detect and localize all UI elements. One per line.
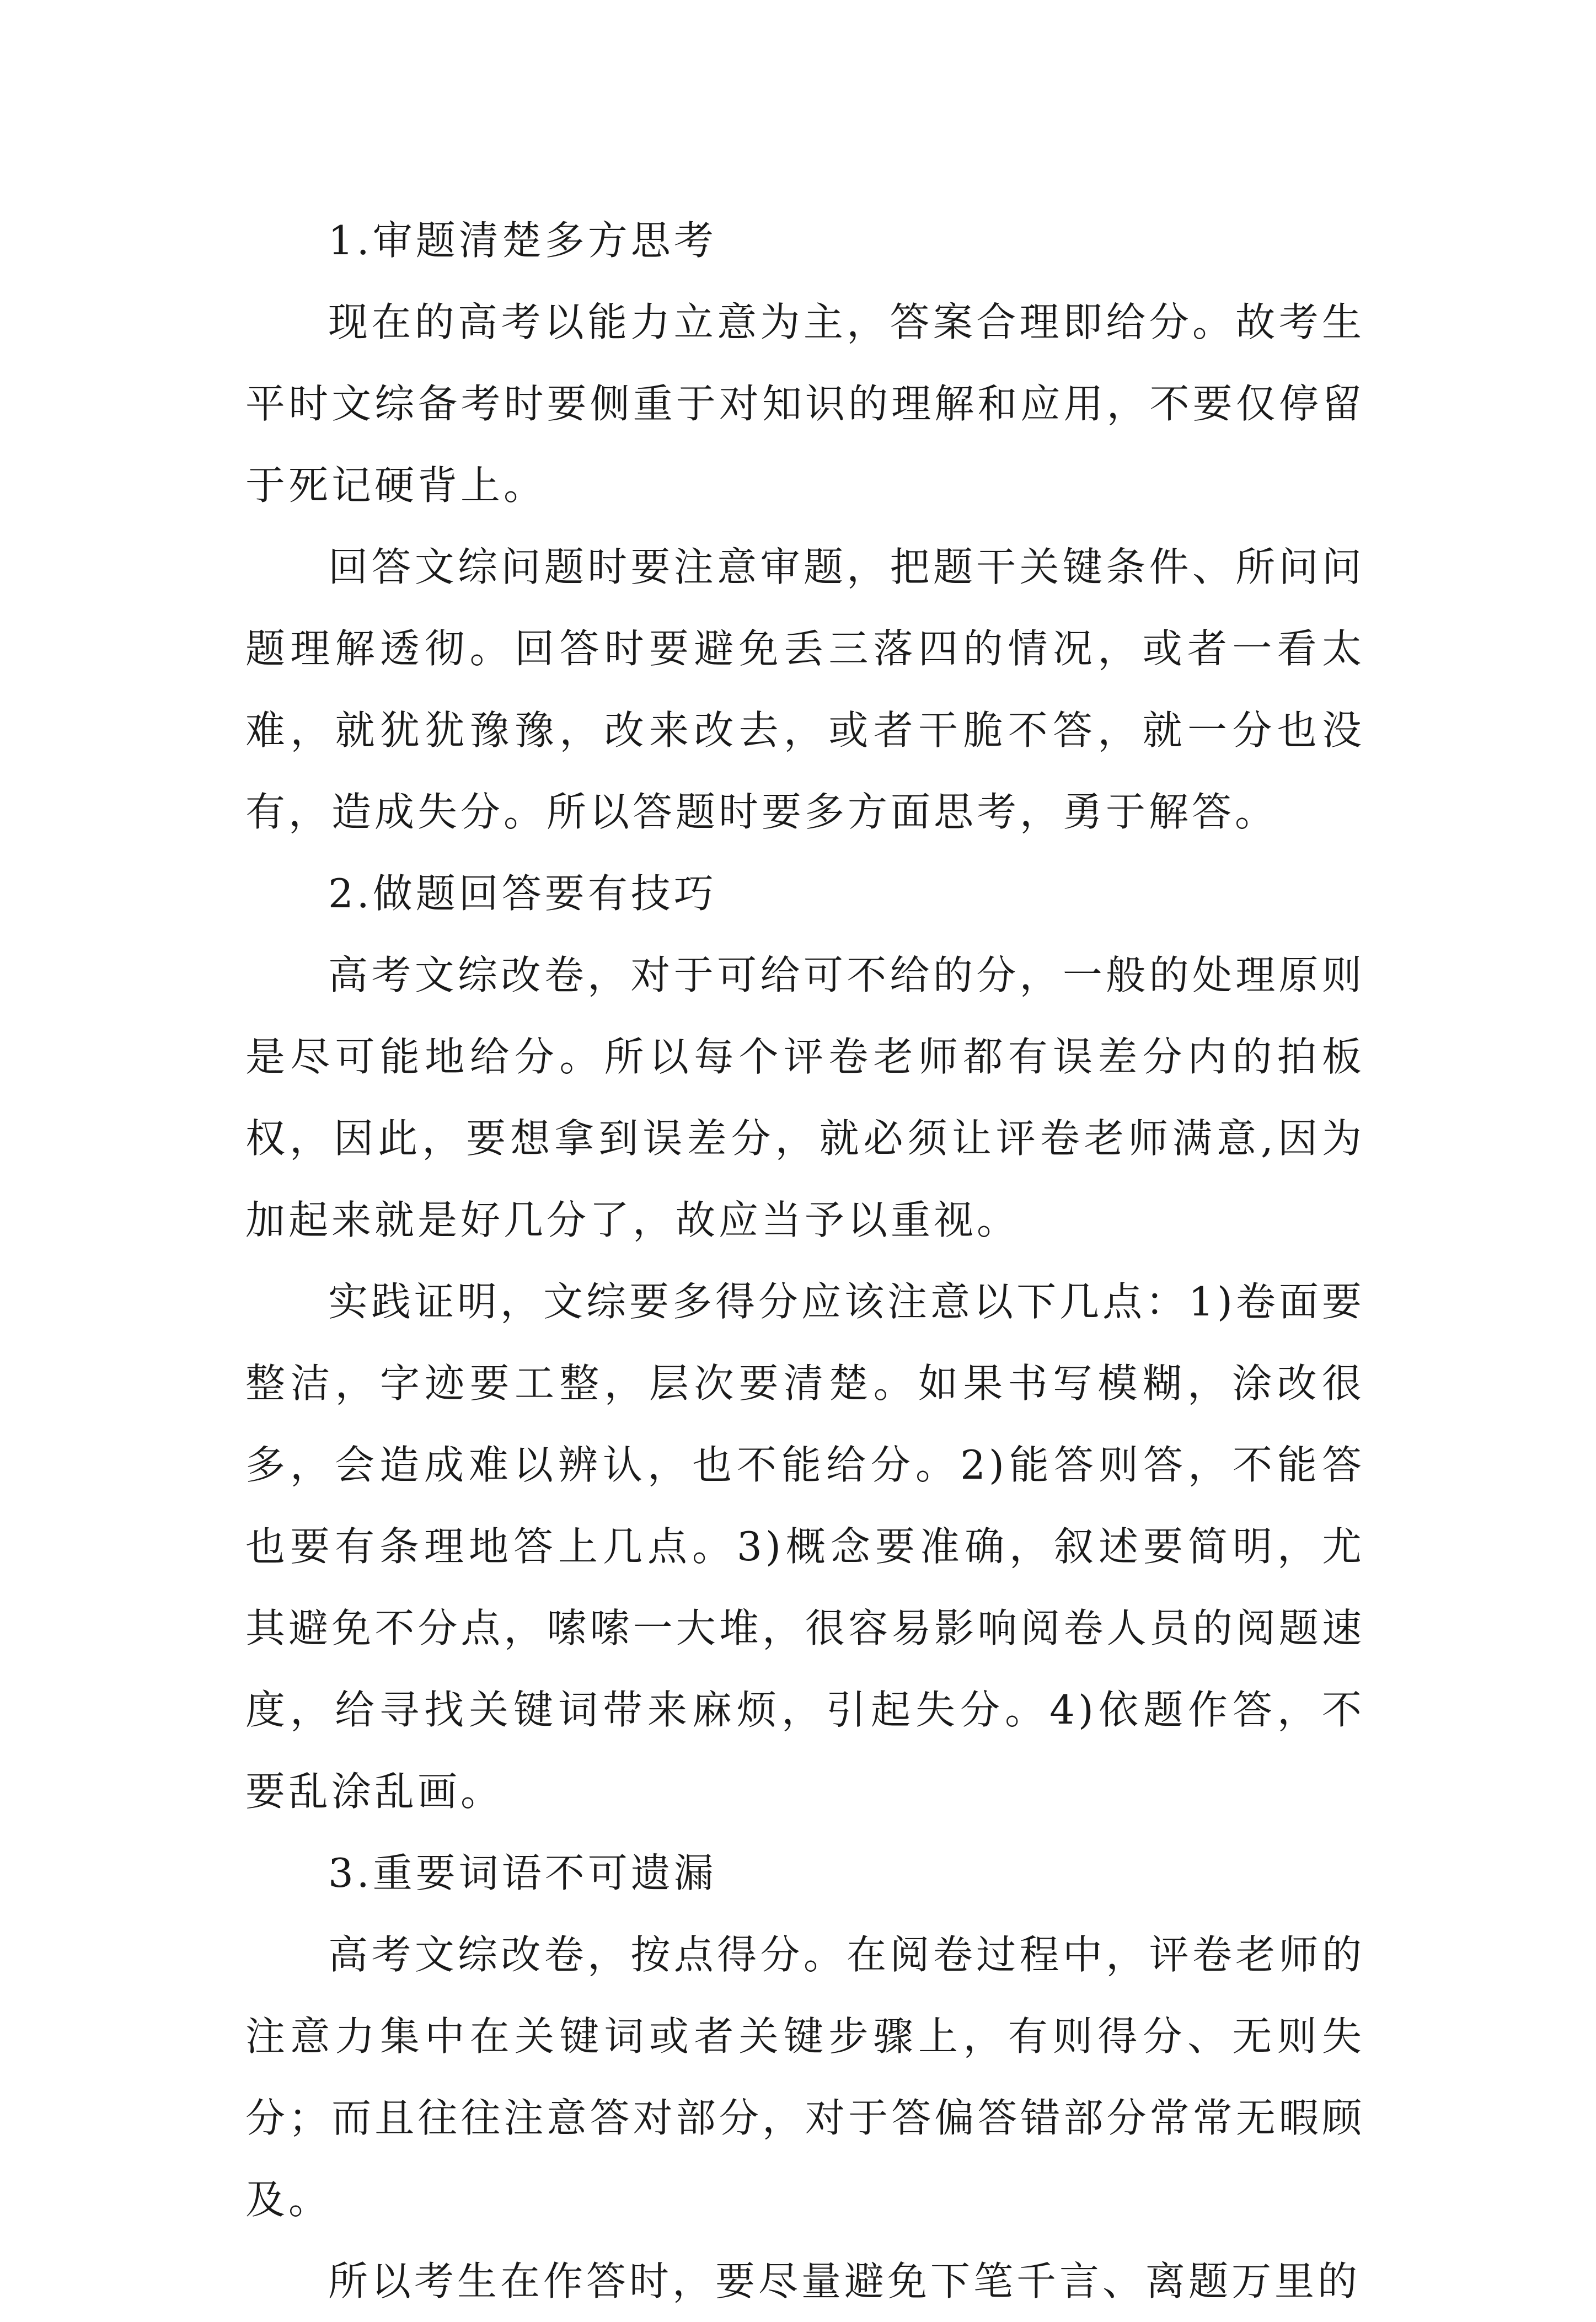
paragraph: 回答文综问题时要注意审题，把题干关键条件、所问问题理解透彻。回答时要避免丢三落四的情况，或者一看太难，就犹犹豫豫，改来改去，或者干脆不答，就一分也没有，造成失分。所以答题时要多方面思考，勇于解答。 <box>245 544 1365 835</box>
paragraph: 所以考生在作答时，要尽量避免下笔千言、离题万里的 <box>328 2258 1361 2304</box>
document-body <box>245 200 1365 2322</box>
section-heading-1: 1.审题清楚多方思考 <box>328 217 717 264</box>
paragraph: 高考文综改卷，按点得分。在阅卷过程中，评卷老师的注意力集中在关键词或者关键步骤上，有则得分、无则失分；而且往往注意答对部分，对于答偏答错部分常常无暇顾及。 <box>245 1932 1365 2223</box>
section-heading-2: 2.做题回答要有技巧 <box>328 870 717 917</box>
paragraph: 高考文综改卷，对于可给可不给的分，一般的处理原则是尽可能地给分。所以每个评卷老师都有误差分内的拍板权，因此，要想拿到误差分，就必须让评卷老师满意,因为加起来就是好几分了，故应当予以重视。 <box>245 952 1365 1243</box>
section-heading-3: 3.重要词语不可遗漏 <box>328 1850 717 1896</box>
paragraph: 现在的高考以能力立意为主，答案合理即给分。故考生平时文综备考时要侧重于对知识的理解和应用，不要仅停留于死记硬背上。 <box>245 299 1365 509</box>
paragraph: 实践证明，文综要多得分应该注意以下几点：1)卷面要整洁，字迹要工整，层次要清楚。如果书写模糊，涂改很多，会造成难以辨认，也不能给分。2)能答则答，不能答也要有条理地答上几点。3)概念要准确，叙述要简明，尤其避免不分点，嗦嗦一大堆，很容易影响阅卷人员的阅题速度，给寻找关键词带来麻烦，引起失分。4)依题作答，不要乱涂乱画。 <box>245 1278 1365 1815</box>
